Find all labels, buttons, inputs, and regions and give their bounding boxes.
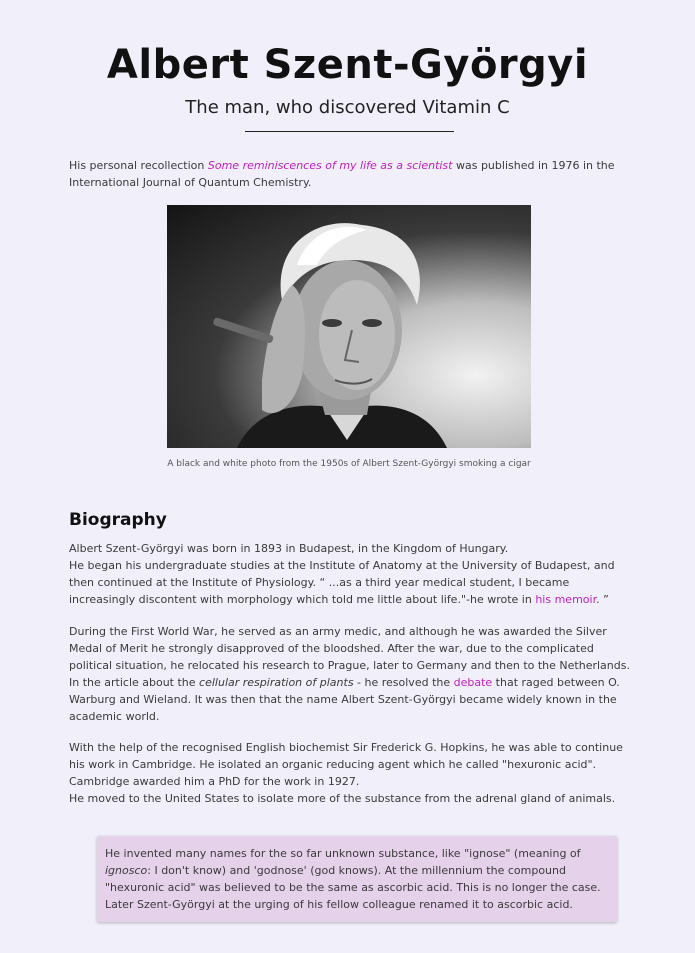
photo-caption: A black and white photo from the 1950s of Albert Szent-Györgyi smoking a cigar [167,459,531,469]
page-title: Albert Szent-Györgyi [106,42,589,88]
callout-text-b: : I don't know) and 'godnose' (god knows). At the millennium the compound "hexuronic acid" was believed to be the same as ascorbic acid. This is no longer the case. Later Szent-Györgyi at the urging of his fellow colleague renamed it to ascorbic acid. [105,864,601,911]
bio-line-2: He began his undergraduate studies at the Institute of Anatomy at the University of Budapest, and then continued at the Institute of Physiology. “ ...as a third year medical student, I became increasingly discontent with morphology which told me little about life."-he wrote in [69,559,615,606]
bio-p2-c: that raged between O. Warburg and Wieland. It was then that the name Albert Szent-Györgyi became widely known in the academic world. [69,676,620,723]
biography-heading: Biography [69,510,167,530]
bio-p3-line-2: He moved to the United States to isolate more of the substance from the adrenal gland of animals. [69,792,616,805]
biography-paragraph-1 [69,540,631,608]
callout-text-a: He invented many names for the so far unknown substance, like "ignose" (meaning of [105,847,581,860]
intro-text-start: His personal recollection [69,159,208,172]
bio-p3-line-1: With the help of the recognised English biochemist Sir Frederick G. Hopkins, he was able to continue his work in Cambridge. He isolated an organic reducing agent which he called "hexuronic acid". Cambridge awarded him a PhD for the work in 1927. [69,741,623,788]
debate-link[interactable]: debate [453,676,493,689]
bio-p2-a: During the First World War, he served as an army medic, and although he was awarded the Silver Medal of Merit he strongly disapproved of the bloodshed. After the war, due to the complicated political situation, he relocated his research to Prague, later to Germany and then to the Netherlands. In the article about the [69,625,630,689]
page-subtitle: The man, who discovered Vitamin C [185,97,510,118]
intro-paragraph [69,157,631,191]
callout-emphasis: ignosco [105,864,148,877]
bio-line-end: . ” [596,593,609,606]
bio-line-1: Albert Szent-Györgyi was born in 1893 in Budapest, in the Kingdom of Hungary. [69,542,509,555]
biography-paragraph-3 [69,739,631,807]
reminiscences-link[interactable]: Some reminiscences of my life as a scientist [207,159,453,172]
biography-paragraph-2 [69,623,631,725]
intro-text-end: was published in 1976 in the International Journal of Quantum Chemistry. [69,159,615,189]
bio-p2-emphasis: cellular respiration of plants [199,676,354,689]
portrait-photo [167,205,531,448]
bio-p2-b: - he resolved the [353,676,454,689]
info-callout [97,836,617,922]
memoir-link[interactable]: his memoir [535,593,597,606]
title-divider [245,131,454,132]
portrait-illustration [167,205,531,448]
